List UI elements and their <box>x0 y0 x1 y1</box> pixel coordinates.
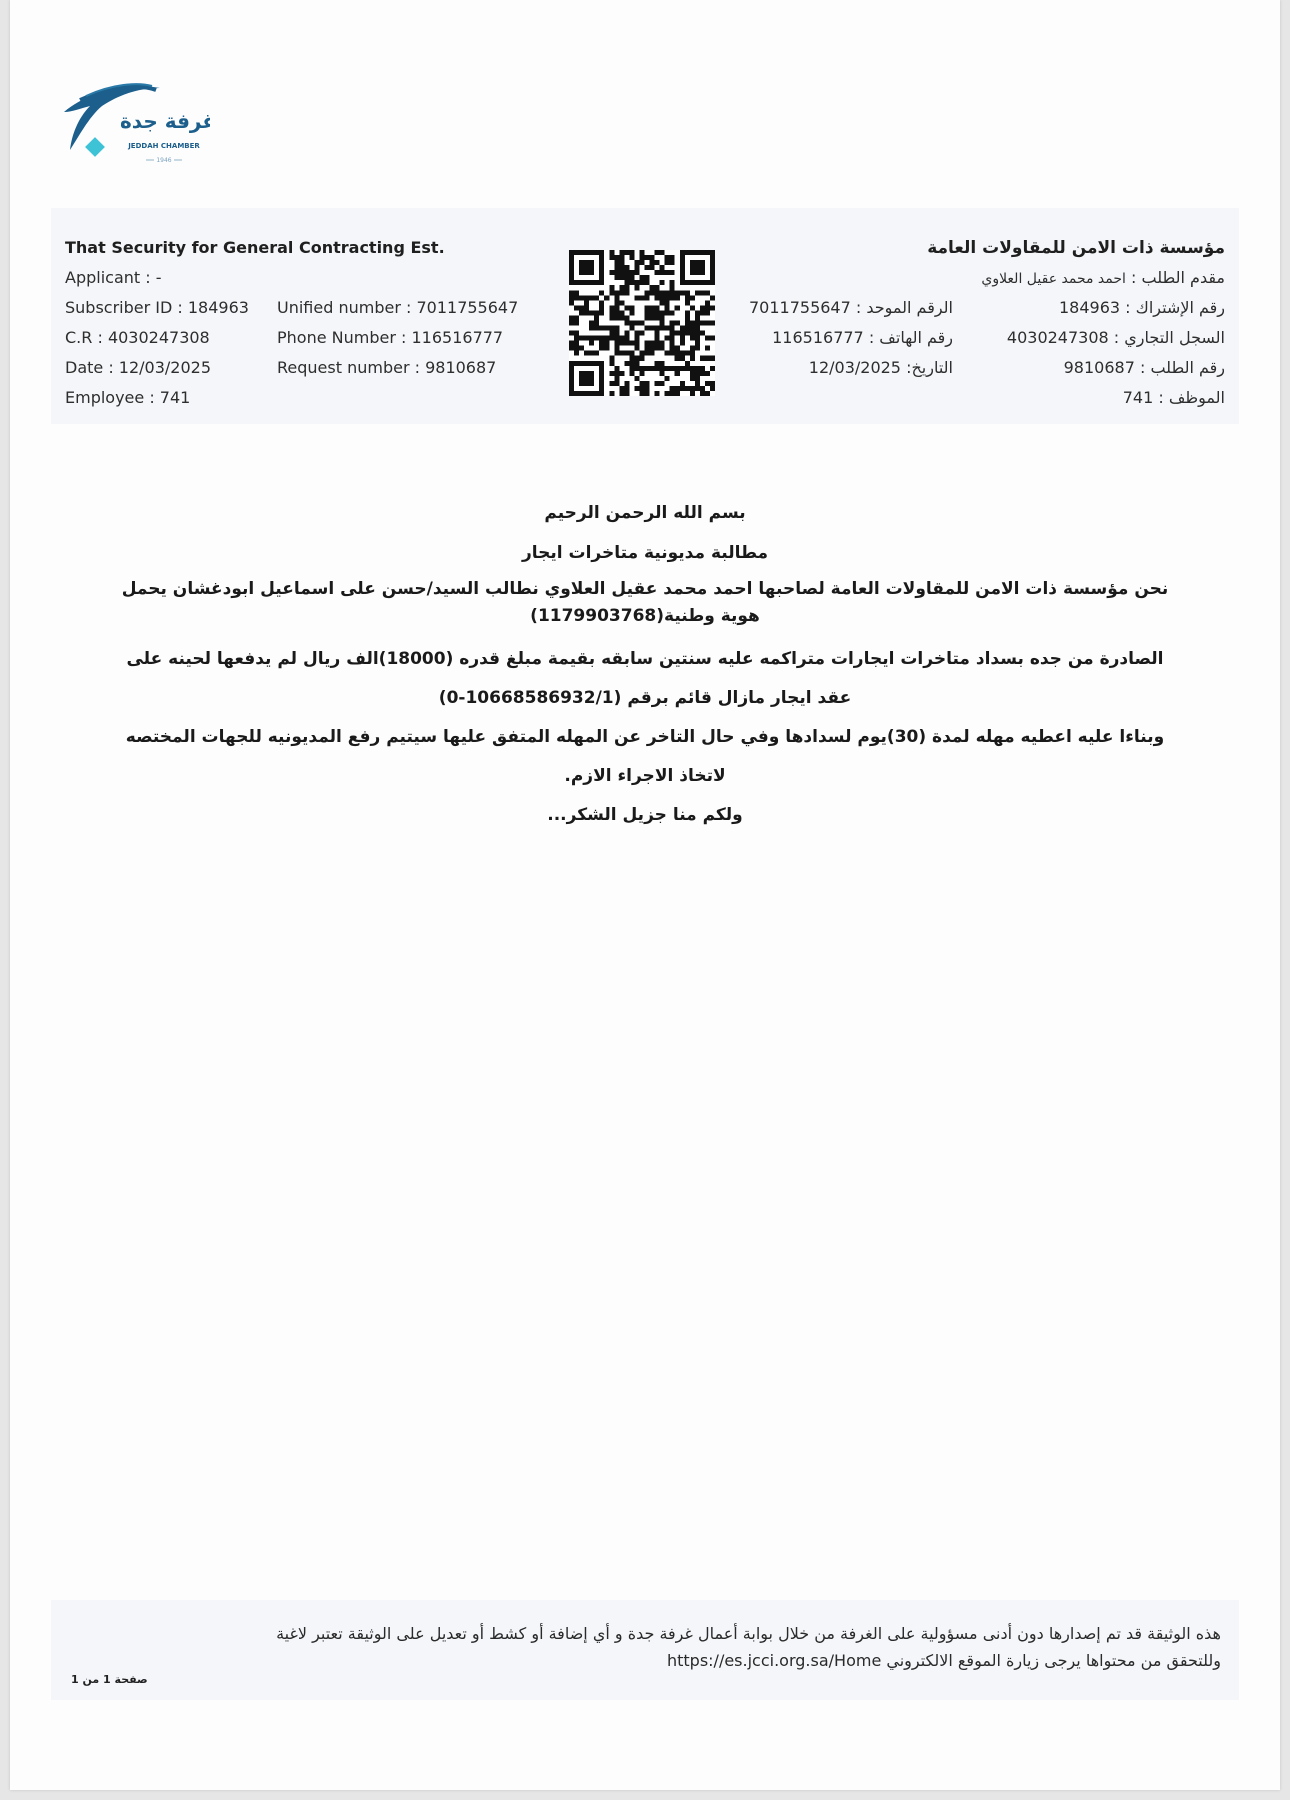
date-ar: التاريخ: 12/03/2025 <box>808 358 953 377</box>
request-number-en: Request number : 9810687 <box>277 358 497 377</box>
header-info-box <box>51 208 1239 424</box>
letter-paragraph-3: عقد ايجار مازال قائم برقم (10668586932/1-0) <box>438 688 852 708</box>
letter-paragraph-1: نحن مؤسسة ذات الامن للمقاولات العامة لصاحبها احمد محمد عقيل العلاوي نطالب السيد/حسن على اسماعيل ابودغشان يحمل هوية وطنية(1179903768) <box>121 579 1169 626</box>
phone-ar: رقم الهاتف : 116516777 <box>772 328 953 347</box>
subscription-ar: رقم الإشتراك : 184963 <box>1058 298 1225 317</box>
logo-mark-icon <box>60 82 210 174</box>
applicant-value-ar: احمد محمد عقيل العلاوي <box>981 271 1126 287</box>
letter-subject: مطالبة مديونية متاخرات ايجار <box>521 543 769 563</box>
employee-ar: الموظف : 741 <box>1122 388 1225 407</box>
company-name-en: That Security for General Contracting Est. <box>65 238 445 257</box>
date-en: Date : 12/03/2025 <box>65 358 212 377</box>
commercial-register-ar: السجل التجاري : 4030247308 <box>1006 328 1225 347</box>
company-name-ar: مؤسسة ذات الامن للمقاولات العامة <box>927 238 1225 258</box>
jeddah-chamber-logo <box>60 82 210 174</box>
request-number-ar: رقم الطلب : 9810687 <box>1063 358 1225 377</box>
page-number: صفحة 1 من 1 <box>71 1673 148 1686</box>
unified-number-ar: الرقم الموحد : 7011755647 <box>748 298 953 317</box>
letter-paragraph-2: الصادرة من جده بسداد متاخرات ايجارات متراكمه عليه سنتين سابقه بقيمة مبلغ قدره (18000)الف ريال لم يدفعها لحينه على <box>126 649 1164 669</box>
phone-number-en: Phone Number : 116516777 <box>277 328 504 347</box>
letter-body <box>100 496 1190 832</box>
applicant-en: Applicant : - <box>65 268 162 287</box>
footer-line-1: هذه الوثيقة قد تم إصدارها دون أدنى مسؤولية على الغرفة من خلال بوابة أعمال غرفة جدة و أي إضافة أو كشط أو تعديل على الوثيقة تعتبر لاغية <box>276 1624 1221 1643</box>
applicant-ar <box>981 268 1225 287</box>
employee-en: Employee : 741 <box>65 388 191 407</box>
footer-disclaimer-box <box>51 1600 1239 1700</box>
logo-arabic-text: غرفة جدة <box>119 109 210 133</box>
logo-year: 1946 <box>156 157 172 164</box>
qr-code-icon <box>569 250 715 396</box>
footer-line-2: وللتحقق من محتواها يرجى زيارة الموقع الالكتروني https://es.jcci.org.sa/Home <box>666 1651 1221 1670</box>
cr-en: C.R : 4030247308 <box>65 328 210 347</box>
logo-english-text: JEDDAH CHAMBER <box>128 142 200 150</box>
letter-paragraph-4: وبناءا عليه اعطيه مهله لمدة (30)يوم لسدادها وفي حال التاخر عن المهله المتفق عليها سيتيم رفع المديونيه للجهات المختصه <box>125 727 1165 747</box>
letter-paragraph-5: لاتخاذ الاجراء الازم. <box>564 766 726 786</box>
applicant-label-ar: مقدم الطلب : <box>1131 268 1225 287</box>
unified-number-en: Unified number : 7011755647 <box>277 298 519 317</box>
subscriber-id-en: Subscriber ID : 184963 <box>65 298 249 317</box>
document-page <box>10 0 1280 1790</box>
letter-closing: ولكم منا جزيل الشكر... <box>547 805 743 825</box>
footer-disclaimer <box>91 1620 1221 1674</box>
basmala: بسم الله الرحمن الرحيم <box>544 503 746 523</box>
